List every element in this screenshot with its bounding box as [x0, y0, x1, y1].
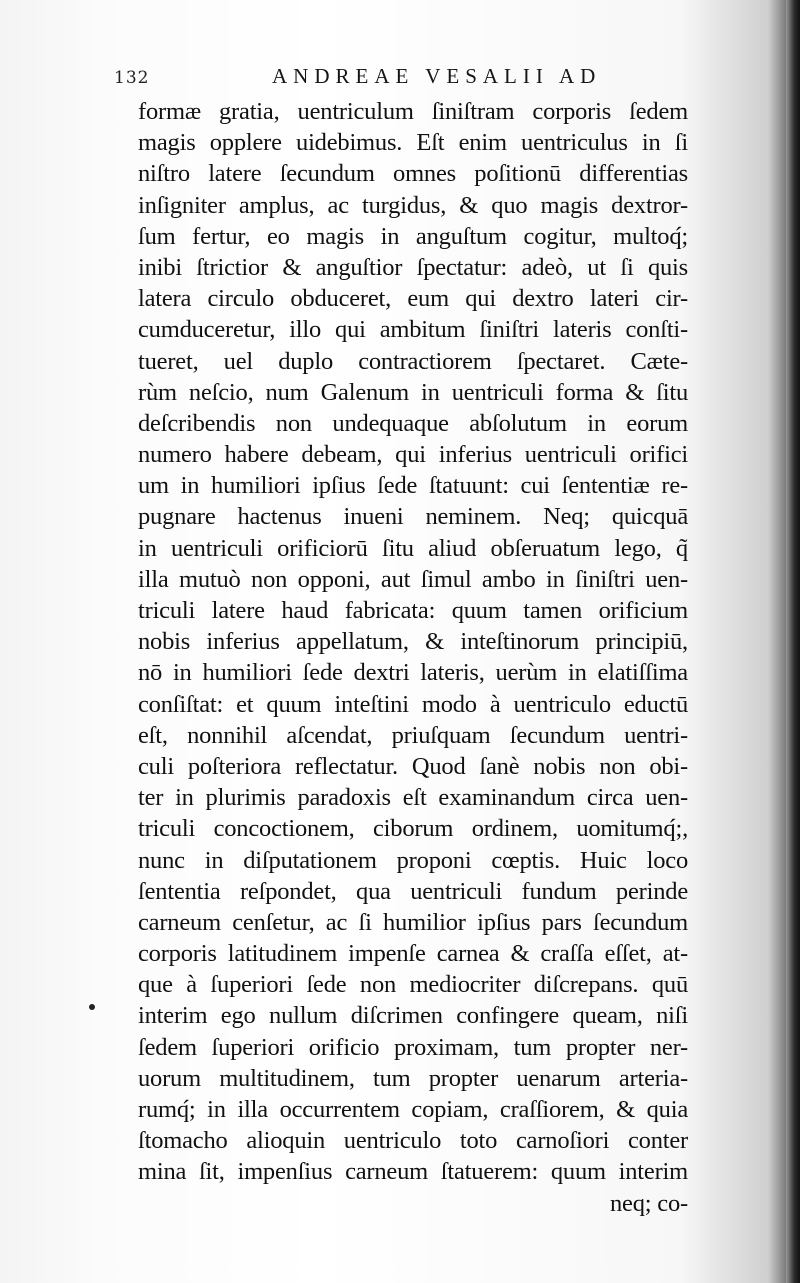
text-line: pugnare hactenus inueni neminem. Neq; quicquā	[138, 503, 688, 531]
text-line: interim ego nullum diſcrimen confingere queam, niſi	[138, 1002, 688, 1030]
text-line: triculi concoctionem, ciborum ordinem, uomitumq́;,	[138, 815, 688, 843]
text-line: nō in humiliori ſede dextri lateris, uerùm in elatiſſima	[138, 659, 688, 687]
text-line: carneum cenſetur, ac ſi humilior ipſius pars ſecundum	[138, 908, 688, 936]
text-line: ter in plurimis paradoxis eſt examinandum circa uen-	[138, 784, 688, 812]
text-line: numero habere debeam, qui inferius uentriculi orifici	[138, 441, 688, 469]
text-line: corporis latitudinem impenſe carnea & craſſa eſſet, at-	[138, 940, 688, 968]
text-line: ſtomacho alioquin uentriculo toto carnoſiori conter	[138, 1127, 688, 1155]
body-text	[138, 96, 688, 1219]
text-line: formæ gratia, uentriculum ſiniſtram corporis ſedem	[138, 98, 688, 125]
text-line: in uentriculi orificiorū ſitu aliud obſeruatum lego, q̃	[138, 534, 688, 562]
text-line: illa mutuò non opponi, aut ſimul ambo in ſiniſtri uen-	[138, 565, 688, 593]
text-line: uorum multitudinem, tum propter uenarum arteria-	[138, 1064, 688, 1092]
page-header	[0, 62, 800, 96]
ink-spot	[89, 1004, 95, 1010]
text-line: culi poſteriora reflectatur. Quod ſanè nobis non obi-	[138, 752, 688, 780]
text-line: rùm neſcio, num Galenum in uentriculi forma & ſitu	[138, 378, 688, 406]
text-line: magis opplere uidebimus. Eſt enim uentriculus in ſi	[138, 129, 688, 157]
text-line: inſigniter amplus, ac turgidus, & quo magis dextror-	[138, 191, 688, 219]
text-line: mina ſit, impenſius carneum ſtatuerem: quum interim	[138, 1158, 688, 1186]
text-line: cumduceretur, illo qui ambitum ſiniſtri lateris conſti-	[138, 316, 688, 344]
text-line: tueret, uel duplo contractiorem ſpectaret. Cæte-	[138, 347, 688, 375]
text-line: niſtro latere ſecundum omnes poſitionū differentias	[138, 160, 688, 188]
catchword: neq; co-	[610, 1189, 688, 1217]
text-line: ſedem ſuperiori orificio proximam, tum propter ner-	[138, 1033, 688, 1061]
text-line: latera circulo obduceret, eum qui dextro lateri cir-	[138, 285, 688, 313]
text-line: conſiſtat: et quum inteſtini modo à uentriculo eductū	[138, 690, 688, 718]
text-line: eſt, nonnihil aſcendat, priuſquam ſecundum uentri-	[138, 721, 688, 749]
text-line: deſcribendis non undequaque abſolutum in eorum	[138, 409, 688, 437]
text-line: ſententia reſpondet, qua uentriculi fundum perinde	[138, 877, 688, 905]
text-line: que à ſuperiori ſede non mediocriter diſcrepans. quū	[138, 971, 688, 999]
text-line: nobis inferius appellatum, & inteſtinorum principiū,	[138, 628, 688, 656]
text-line: ſum fertur, eo magis in anguſtum cogitur, multoq́;	[138, 222, 688, 250]
text-line: nunc in diſputationem proponi cœptis. Huic loco	[138, 846, 688, 874]
text-line: rumq́; in illa occurrentem copiam, craſſiorem, & quia	[138, 1096, 688, 1123]
running-head: ANDREAE VESALII AD	[272, 64, 602, 88]
page-number: 132	[114, 68, 150, 88]
page-gutter-shadow	[786, 0, 800, 1283]
text-line: triculi latere haud fabricata: quum tamen orificium	[138, 597, 688, 624]
text-line: um in humiliori ipſius ſede ſtatuunt: cui ſententiæ re-	[138, 472, 688, 500]
text-line: inibi ſtrictior & anguſtior ſpectatur: adeò, ut ſi quis	[138, 253, 688, 281]
